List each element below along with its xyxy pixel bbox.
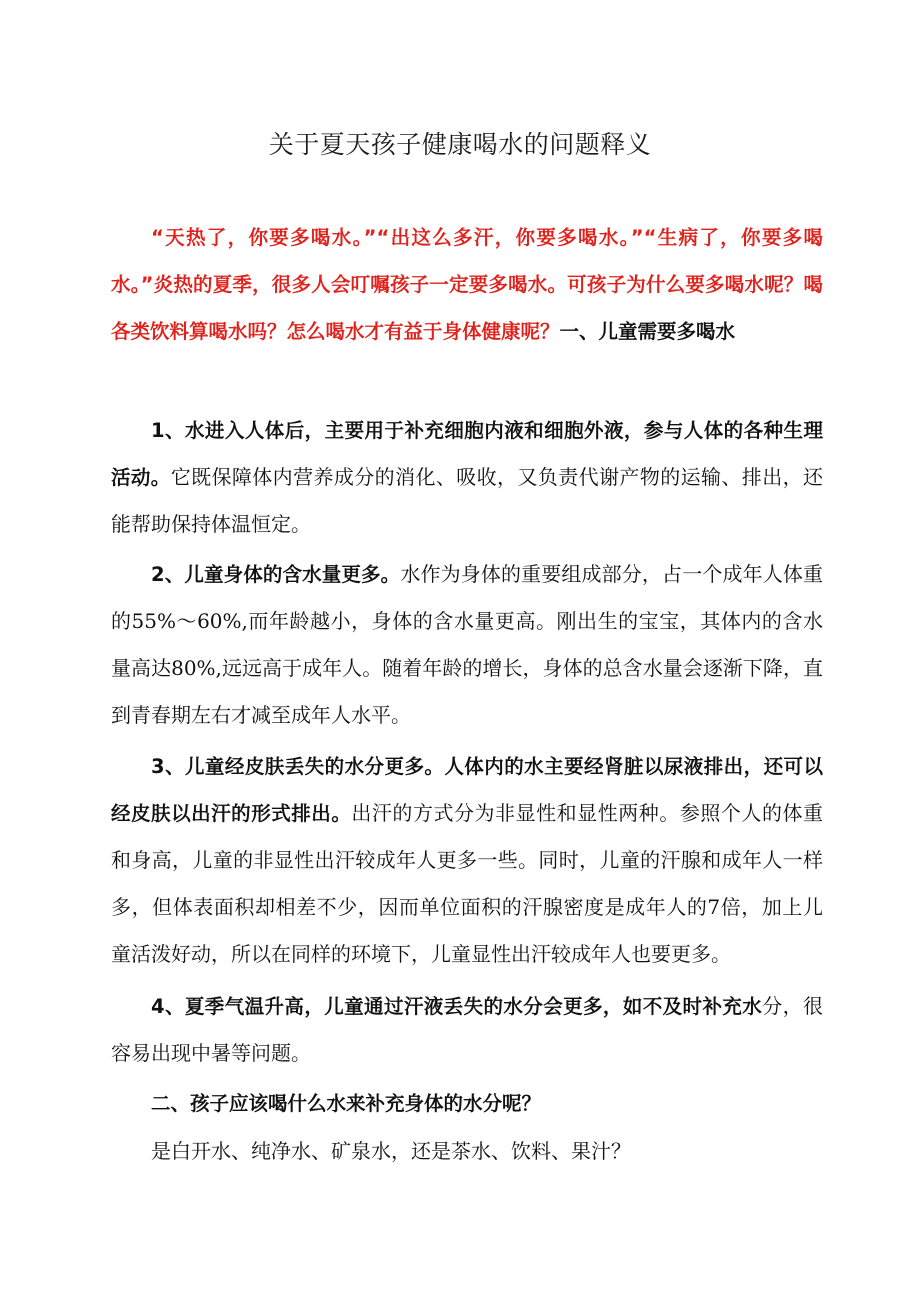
paragraph-4 <box>111 983 823 1077</box>
section-heading-1: 一、儿童需要多喝水 <box>559 320 736 343</box>
paragraph-3-bold: 3、儿童经皮肤丢失的水分更多。人体内的水主要经肾脏以尿液排出，还可以经皮肤以出汗的形式排出。 <box>111 755 823 825</box>
section-heading-2: 二、孩子应该喝什么水来补充身体的水分呢？ <box>151 1092 542 1115</box>
intro-red-text: “天热了，你要多喝水。”“出这么多汗，你要多喝水。”“生病了，你要多喝水。”炎热的夏季，很多人会叮嘱孩子一定要多喝水。可孩子为什么要多喝水呢？喝各类饮料算喝水吗？怎么喝水才有益于身体健康呢？ <box>111 226 823 343</box>
document-title: 关于夏天孩子健康喝水的问题释义 <box>268 130 652 159</box>
paragraph-4-bold: 4、夏季气温升高，儿童通过汗液丢失的水分会更多，如不及时补充水 <box>151 995 763 1018</box>
paragraph-3-text: 出汗的方式分为非显性和显性两种。参照个人的体重和身高，儿童的非显性出汗较成年人更多一些。同时，儿童的汗腺和成年人一样多，但体表面积却相差不少，因而单位面积的汗腺密度是成年人的7倍，加上儿童活泼好动，所以在同样的环境下，儿童显性出汗较成年人也要更多。 <box>111 801 823 966</box>
intro-paragraph <box>111 214 823 355</box>
paragraph-3 <box>111 743 823 978</box>
paragraph-1-bold: 1、水进入人体后，主要用于补充细胞内液和细胞外液，参与人体的各种生理活动。 <box>111 419 823 489</box>
paragraph-4-text: 分，很容易出现中暑等问题。 <box>111 994 824 1065</box>
paragraph-1-text: 它既保障体内营养成分的消化、吸收，又负责代谢产物的运输、排出，还能帮助保持体温恒定。 <box>111 465 823 536</box>
paragraph-2-text: 水作为身体的重要组成部分，占一个成年人体重的55%～60%,而年龄越小，身体的含水量更高。刚出生的宝宝，其体内的含水量高达80%,远远高于成年人。随着年龄的增长，身体的总含水量会逐渐下降，直到青春期左右才减至成年人水平。 <box>111 562 823 727</box>
paragraph-2-bold: 2、儿童身体的含水量更多。 <box>151 563 401 586</box>
paragraph-2 <box>111 551 823 739</box>
paragraph-1 <box>111 407 823 548</box>
question-text: 是白开水、纯净水、矿泉水，还是茶水、饮料、果汁？ <box>151 1139 631 1163</box>
